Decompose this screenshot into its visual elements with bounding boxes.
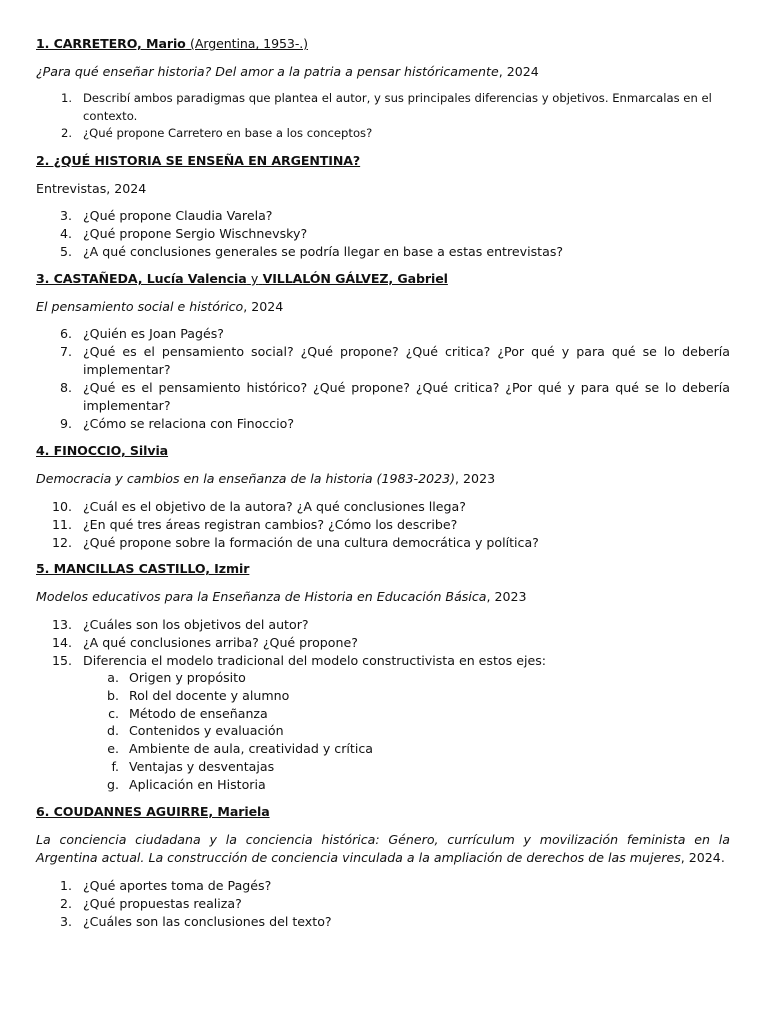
axis-letter: f.: [111, 759, 119, 774]
question-number: 13.: [51, 617, 72, 632]
author-name: 4. FINOCCIO, Silvia: [36, 443, 169, 458]
axis-text: Ambiente de aula, creatividad y crítica: [129, 741, 373, 756]
question-text: Describí ambos paradigmas que plantea el autor, y sus principales diferencias y objetivos. Enmarcalas en el contexto.: [83, 91, 712, 123]
section-1-title: [36, 36, 308, 51]
section-1-reading: [36, 63, 730, 81]
reading-title: ¿Para qué enseñar historia? Del amor a la patria a pensar históricamente: [36, 64, 499, 79]
axis-letter: d.: [107, 723, 119, 738]
question-text: ¿Qué propone Claudia Varela?: [83, 208, 273, 223]
question-number: 3.: [59, 914, 72, 929]
question-text: ¿Qué propone Carretero en base a los conceptos?: [83, 126, 373, 140]
section-6-reading: [36, 831, 730, 867]
question-text: ¿A qué conclusiones arriba? ¿Qué propone?: [83, 635, 358, 650]
axis-text: Ventajas y desventajas: [129, 759, 275, 774]
axis-text: Aplicación en Historia: [129, 777, 266, 792]
reading-title: Modelos educativos para la Enseñanza de Historia en Educación Básica: [36, 589, 487, 604]
author-origin: (Argentina, 1953-.): [190, 36, 308, 51]
reading-year: , 2024: [498, 64, 539, 79]
question-text: ¿Quién es Joan Pagés?: [83, 326, 224, 341]
question-text: ¿Qué es el pensamiento social? ¿Qué propone? ¿Qué critica? ¿Por qué y para qué se lo debería implementar?: [83, 344, 730, 377]
axis-letter: e.: [107, 741, 119, 756]
question-number: 2.: [60, 126, 72, 140]
question-text: ¿Cuáles son las conclusiones del texto?: [83, 914, 332, 929]
author-name: 3. CASTAÑEDA, Lucía Valencia: [36, 271, 247, 286]
reading-year: , 2023: [455, 471, 496, 486]
author-name: 6. COUDANNES AGUIRRE, Mariela: [36, 804, 270, 819]
reading-title: Democracia y cambios en la enseñanza de la historia (1983-2023): [36, 471, 456, 486]
section-heading: 2. ¿QUÉ HISTORIA SE ENSEÑA EN ARGENTINA?: [36, 153, 361, 168]
question-text: ¿Qué propone Sergio Wischnevsky?: [83, 226, 308, 241]
question-number: 11.: [51, 517, 72, 532]
axis-text: Rol del docente y alumno: [129, 688, 290, 703]
question-number: 5.: [59, 244, 72, 259]
question-text: ¿Qué aportes toma de Pagés?: [83, 878, 272, 893]
reading-title: La conciencia ciudadana y la conciencia histórica: Género, currículum y movilización feminista en la Argentina actual. La construcción de conciencia vinculada a la ampliación de derechos de las mujeres: [36, 832, 730, 865]
section-5-title: [36, 561, 249, 576]
question-text: ¿Cuáles son los objetivos del autor?: [83, 617, 309, 632]
axis-letter: c.: [108, 706, 119, 721]
question-number: 4.: [59, 226, 72, 241]
question-text: ¿Qué es el pensamiento histórico? ¿Qué propone? ¿Qué critica? ¿Por qué y para qué se lo debería implementar?: [83, 380, 730, 413]
question-text: ¿En qué tres áreas registran cambios? ¿Cómo los describe?: [83, 517, 458, 532]
author-name: 5. MANCILLAS CASTILLO, Izmir: [36, 561, 250, 576]
reading-year: , 2024: [243, 299, 284, 314]
question-number: 14.: [51, 635, 72, 650]
question-number: 7.: [59, 344, 72, 359]
section-3-title: [36, 271, 448, 286]
author-name: VILLALÓN GÁLVEZ, Gabriel: [262, 271, 448, 286]
author-name: 1. CARRETERO, Mario: [36, 36, 186, 51]
section-4-reading: [36, 470, 730, 488]
question-number: 6.: [59, 326, 72, 341]
section-3-reading: [36, 298, 730, 316]
question-number: 8.: [59, 380, 72, 395]
section-5-reading: [36, 588, 730, 606]
section-2-reading: Entrevistas, 2024: [36, 181, 147, 196]
question-number: 1.: [59, 878, 72, 893]
question-number: 2.: [59, 896, 72, 911]
question-text: ¿Qué propuestas realiza?: [83, 896, 242, 911]
section-4-title: [36, 443, 168, 458]
axis-letter: a.: [107, 670, 119, 685]
question-number: 1.: [60, 91, 72, 105]
question-text: ¿Cómo se relaciona con Finoccio?: [83, 416, 295, 431]
axis-letter: b.: [107, 688, 119, 703]
section-2-title: [36, 153, 360, 168]
question-text: ¿Cuál es el objetivo de la autora? ¿A qué conclusiones llega?: [83, 499, 466, 514]
reading-year: , 2023: [486, 589, 527, 604]
question-number: 9.: [59, 416, 72, 431]
question-number: 10.: [51, 499, 72, 514]
axis-text: Origen y propósito: [129, 670, 246, 685]
axis-text: Contenidos y evaluación: [129, 723, 284, 738]
question-text: Diferencia el modelo tradicional del modelo constructivista en estos ejes:: [83, 653, 546, 668]
section-6-title: [36, 804, 270, 819]
question-number: 3.: [59, 208, 72, 223]
reading-title: El pensamiento social e histórico: [36, 299, 244, 314]
question-text: ¿Qué propone sobre la formación de una cultura democrática y política?: [83, 535, 539, 550]
question-number: 12.: [51, 535, 72, 550]
question-text: ¿A qué conclusiones generales se podría llegar en base a estas entrevistas?: [83, 244, 564, 259]
axis-text: Método de enseñanza: [129, 706, 268, 721]
axis-letter: g.: [107, 777, 119, 792]
conjunction: y: [250, 271, 259, 286]
question-number: 15.: [51, 653, 72, 668]
reading-year: , 2024.: [680, 850, 725, 865]
